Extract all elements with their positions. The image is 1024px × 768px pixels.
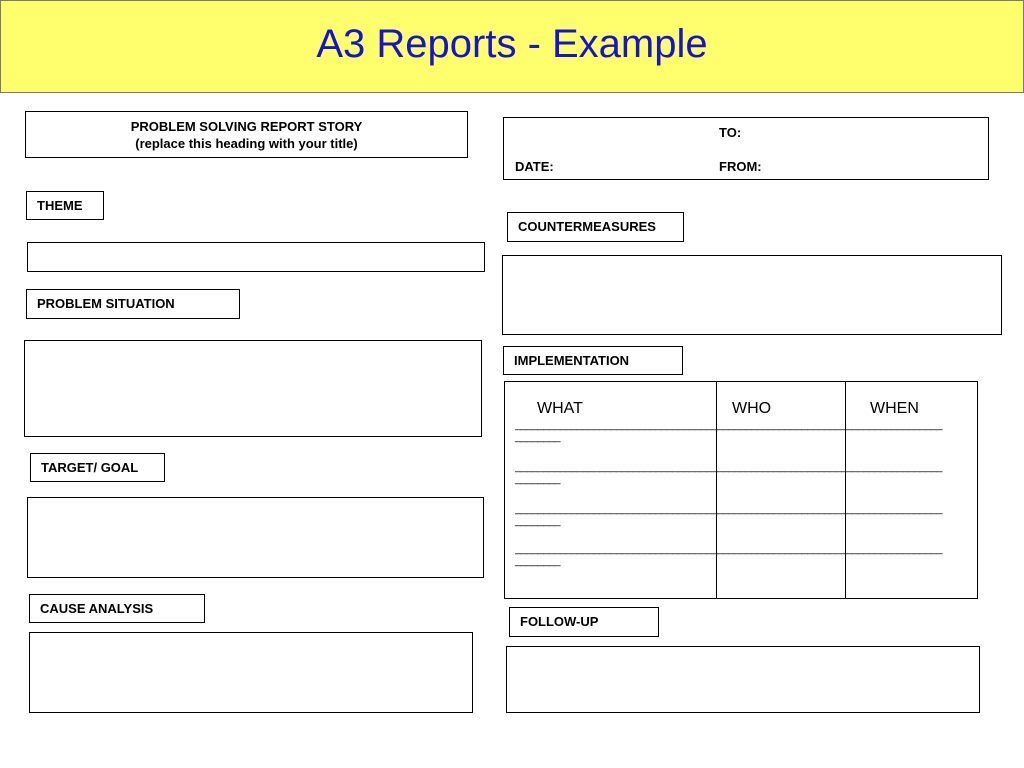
follow-up-label: FOLLOW-UP (509, 607, 659, 637)
table-row-line[interactable]: ____________________________________________________________________________ (515, 544, 942, 555)
report-title-hint: (replace this heading with your title) (135, 136, 358, 151)
to-label: TO: (719, 125, 742, 140)
to-from-box (503, 117, 989, 180)
follow-up-field[interactable] (506, 646, 980, 713)
table-row-line[interactable]: ____________________________________________________________________________ (515, 462, 942, 473)
table-row-line-tail: ________ (515, 555, 560, 567)
table-row-line-tail: ________ (515, 515, 560, 527)
theme-field[interactable] (27, 242, 485, 272)
implementation-table (504, 381, 978, 599)
implementation-label: IMPLEMENTATION (503, 346, 683, 375)
target-goal-label: TARGET/ GOAL (30, 453, 165, 482)
column-header-when: WHEN (870, 400, 919, 417)
from-label: FROM: (719, 159, 762, 174)
column-divider (716, 382, 717, 598)
table-row-line-tail: ________ (515, 473, 560, 485)
problem-situation-label: PROBLEM SITUATION (26, 289, 240, 319)
target-goal-field[interactable] (27, 497, 484, 578)
table-row-line-tail: ________ (515, 431, 560, 443)
column-divider (845, 382, 846, 598)
cause-analysis-label: CAUSE ANALYSIS (29, 594, 205, 623)
countermeasures-field[interactable] (502, 255, 1002, 335)
theme-label: THEME (26, 191, 104, 220)
report-title-box (25, 111, 468, 158)
table-row-line[interactable]: ____________________________________________________________________________ (515, 504, 942, 515)
date-label: DATE: (515, 159, 554, 174)
table-row-line[interactable]: ____________________________________________________________________________ (515, 420, 942, 431)
countermeasures-label: COUNTERMEASURES (507, 212, 684, 242)
cause-analysis-field[interactable] (29, 632, 473, 713)
page-title: A3 Reports - Example (316, 22, 708, 66)
column-header-who: WHO (732, 400, 772, 417)
report-title: PROBLEM SOLVING REPORT STORY (130, 119, 363, 134)
column-header-what: WHAT (537, 400, 583, 417)
problem-situation-field[interactable] (24, 340, 482, 437)
